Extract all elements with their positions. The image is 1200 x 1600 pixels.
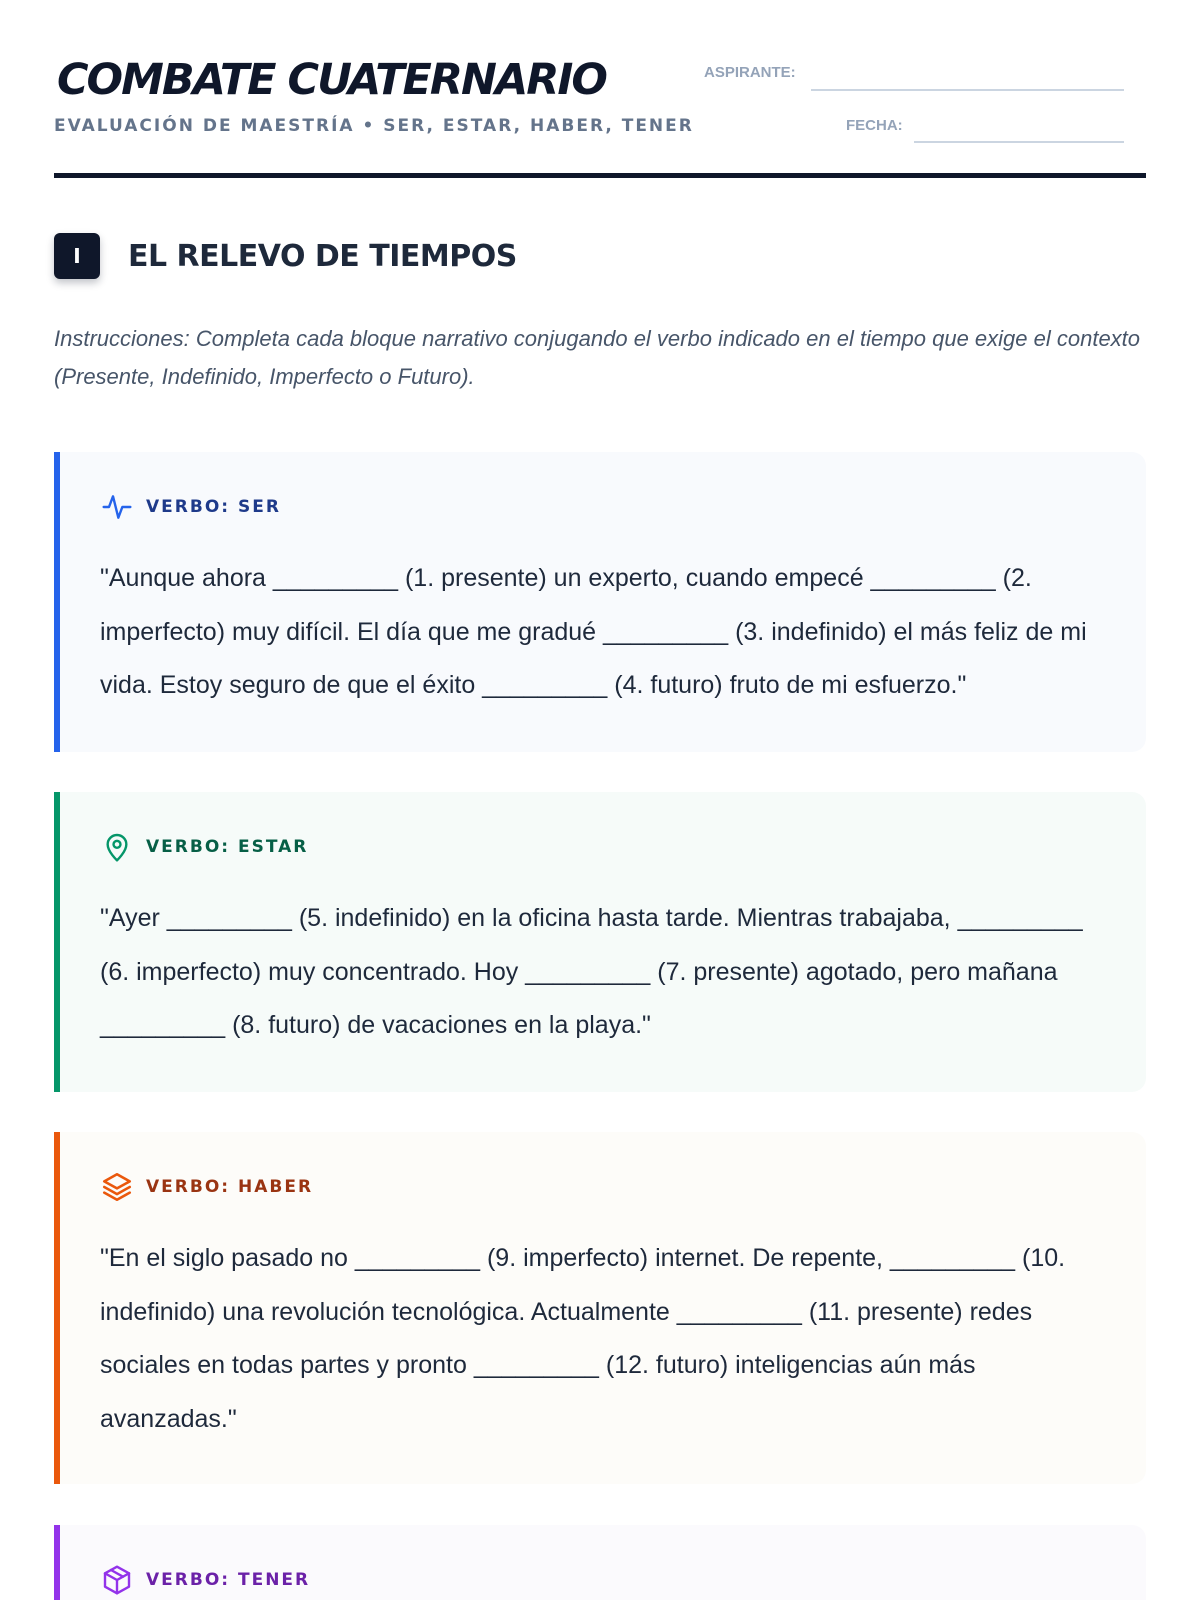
card-header	[100, 490, 281, 524]
worksheet-header	[54, 0, 1146, 180]
card-accent-bar	[54, 792, 60, 1092]
date-label: FECHA:	[846, 117, 903, 134]
map-pin-icon	[100, 830, 134, 864]
aspirant-field[interactable]	[811, 89, 1124, 91]
layers-icon	[100, 1170, 134, 1204]
page-subtitle: EVALUACIÓN DE MAESTRÍA • SER, ESTAR, HABER, TENER	[54, 116, 694, 136]
section-instructions: Instrucciones: Completa cada bloque narrativo conjugando el verbo indicado en el tiempo que exige el contexto (Presente, Indefinido, Imperfecto o Futuro).	[54, 326, 1141, 389]
verb-card-tener	[54, 1525, 1146, 1600]
date-field[interactable]	[914, 141, 1124, 143]
card-verb-label: VERBO: ESTAR	[146, 837, 309, 857]
card-accent-bar	[54, 1525, 60, 1600]
card-header	[100, 830, 308, 864]
package-icon	[100, 1563, 134, 1597]
section-title: EL RELEVO DE TIEMPOS	[128, 238, 517, 274]
verb-card-estar	[54, 792, 1146, 1092]
card-verb-label: VERBO: HABER	[146, 1177, 314, 1197]
card-header	[100, 1170, 313, 1204]
aspirant-label: ASPIRANTE:	[704, 64, 796, 81]
card-header	[100, 1563, 310, 1597]
header-divider	[54, 173, 1146, 178]
card-verb-label: VERBO: SER	[146, 497, 281, 517]
verb-card-ser	[54, 452, 1146, 752]
section-heading	[54, 233, 517, 279]
card-verb-label: VERBO: TENER	[146, 1570, 311, 1590]
section-number-badge: I	[54, 233, 100, 279]
page-title: COMBATE CUATERNARIO	[57, 55, 606, 105]
card-accent-bar	[54, 1132, 60, 1484]
card-exercise-text: "Aunque ahora _________ (1. presente) un experto, cuando empecé _________ (2. imperfecto) muy difícil. El día que me gradué _________ (3. indefinido) el más feliz de mi vida. Estoy seguro de que el éxito _________ (4. futuro) fruto de mi esfuerzo."	[100, 564, 1087, 699]
card-accent-bar	[54, 452, 60, 752]
verb-card-haber	[54, 1132, 1146, 1484]
activity-icon	[100, 490, 134, 524]
card-exercise-text: "En el siglo pasado no _________ (9. imperfecto) internet. De repente, _________ (10. indefinido) una revolución tecnológica. Actualmente _________ (11. presente) redes sociales en todas partes y pronto _________ (12. futuro) inteligencias aún más avanzadas."	[100, 1244, 1066, 1433]
card-exercise-text: "Ayer _________ (5. indefinido) en la oficina hasta tarde. Mientras trabajaba, _________ (6. imperfecto) muy concentrado. Hoy _________ (7. presente) agotado, pero mañana _________ (8. futuro) de vacaciones en la playa."	[100, 904, 1083, 1039]
